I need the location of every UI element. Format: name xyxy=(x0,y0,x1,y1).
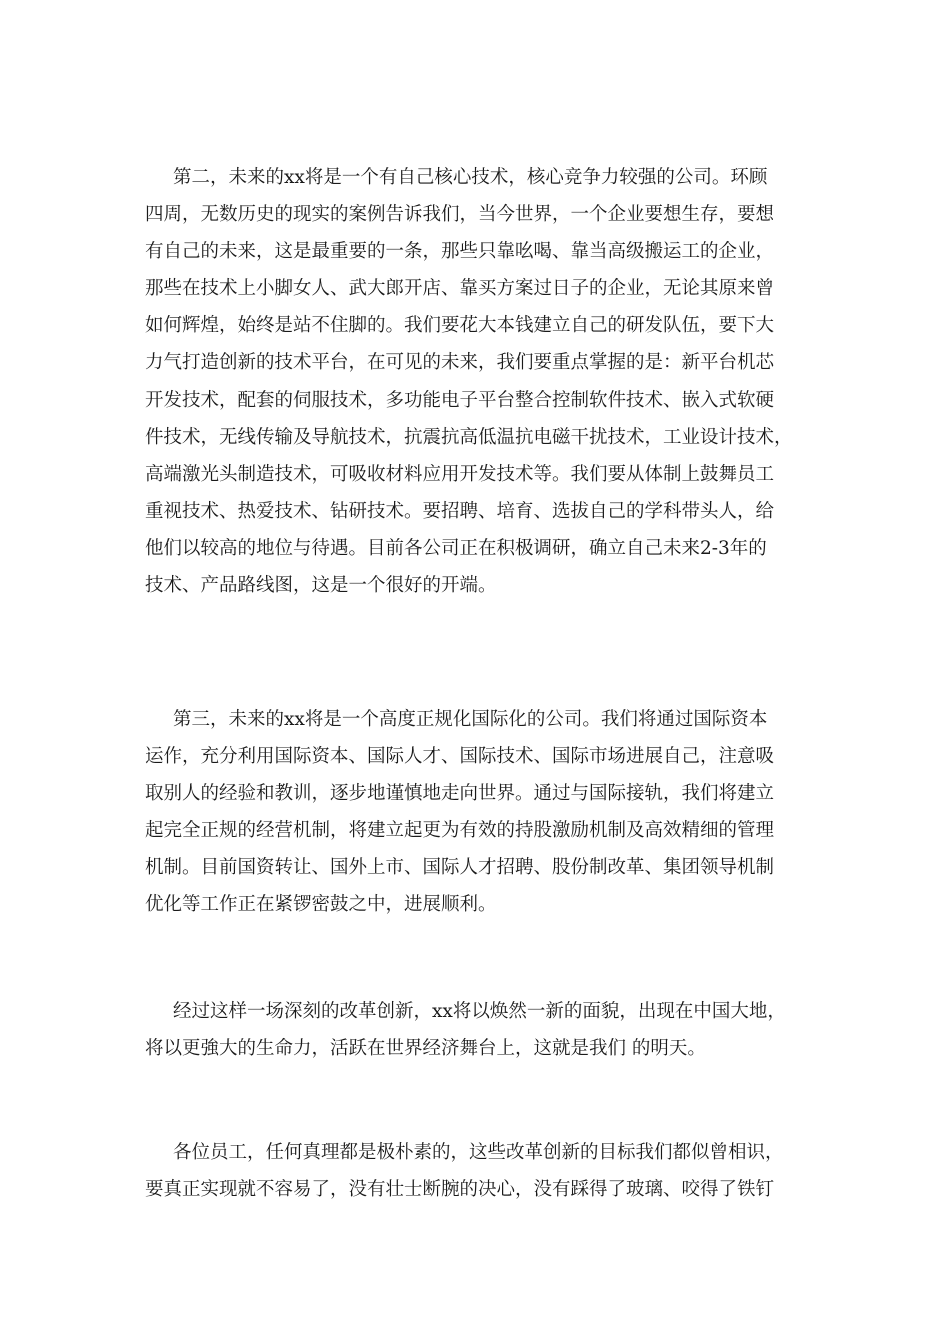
text-line: 那些在技术上小脚女人、武大郎开店、靠买方案过日子的企业，无论其原来曾 xyxy=(145,278,775,300)
text-line: 开发技术，配套的伺服技术，多功能电子平台整合控制软件技术、嵌入式软硬 xyxy=(145,389,775,411)
text-line: 机制。目前国资转让、国外上市、国际人才招聘、股份制改革、集团领导机制 xyxy=(145,857,775,879)
text-line: 有自己的未来，这是最重要的一条，那些只靠吆喝、靠当高级搬运工的企业， xyxy=(145,241,775,263)
text-line: 要真正实现就不容易了，没有壮士断腕的决心，没有踩得了玻璃、咬得了铁钉 xyxy=(145,1179,775,1201)
paragraph-conclusion xyxy=(145,993,805,1067)
text-line: 力气打造创新的技术平台，在可见的未来，我们要重点掌握的是：新平台机芯 xyxy=(145,352,775,374)
text-line: 优化等工作正在紧锣密鼓之中，进展顺利。 xyxy=(145,894,497,916)
text-line: 四周，无数历史的现实的案例告诉我们，当今世界，一个企业要想生存，要想 xyxy=(145,204,775,226)
text-line: 如何辉煌，始终是站不住脚的。我们要花大本钱建立自己的研发队伍，要下大 xyxy=(145,315,775,337)
text-line: 高端激光头制造技术，可吸收材料应用开发技术等。我们要从体制上鼓舞员工 xyxy=(145,463,775,485)
text-line: 起完全正规的经营机制，将建立起更为有效的持股激励机制及高效精细的管理 xyxy=(145,820,775,842)
text-line: 他们以较高的地位与待遇。目前各公司正在积极调研，确立自己未来2-3年的 xyxy=(145,537,767,559)
text-line: 各位员工，任何真理都是极朴素的，这些改革创新的目标我们都似曾相识， xyxy=(173,1142,784,1163)
text-line: 第二，未来的xx将是一个有自己核心技术，核心竞争力较强的公司。环顾 xyxy=(173,167,768,188)
text-line: 技术、产品路线图，这是一个很好的开端。 xyxy=(145,575,497,597)
text-line: 经过这样一场深刻的改革创新，xx将以焕然一新的面貌，出现在中国大地， xyxy=(173,1001,786,1022)
text-line: 重视技术、热爱技术、钻研技术。要招聘、培育、选拔自己的学科带头人，给 xyxy=(145,500,775,522)
text-line: 取别人的经验和教训，逐步地谨慎地走向世界。通过与国际接轨，我们将建立 xyxy=(145,783,775,805)
text-line: 将以更強大的生命力，活跃在世界经济舞台上，这就是我们 的明天。 xyxy=(145,1038,706,1060)
paragraph-third-point xyxy=(145,701,805,924)
paragraph-second-point xyxy=(145,159,805,604)
text-line: 运作，充分利用国际资本、国际人才、国际技术、国际市场进展自己，注意吸 xyxy=(145,746,775,768)
text-line: 第三，未来的xx将是一个高度正规化国际化的公司。我们将通过国际资本 xyxy=(173,709,768,730)
text-line: 件技术，无线传输及导航技术，抗震抗高低温抗电磁干扰技术，工业设计技术， xyxy=(145,426,793,448)
paragraph-address-employees xyxy=(145,1134,805,1208)
